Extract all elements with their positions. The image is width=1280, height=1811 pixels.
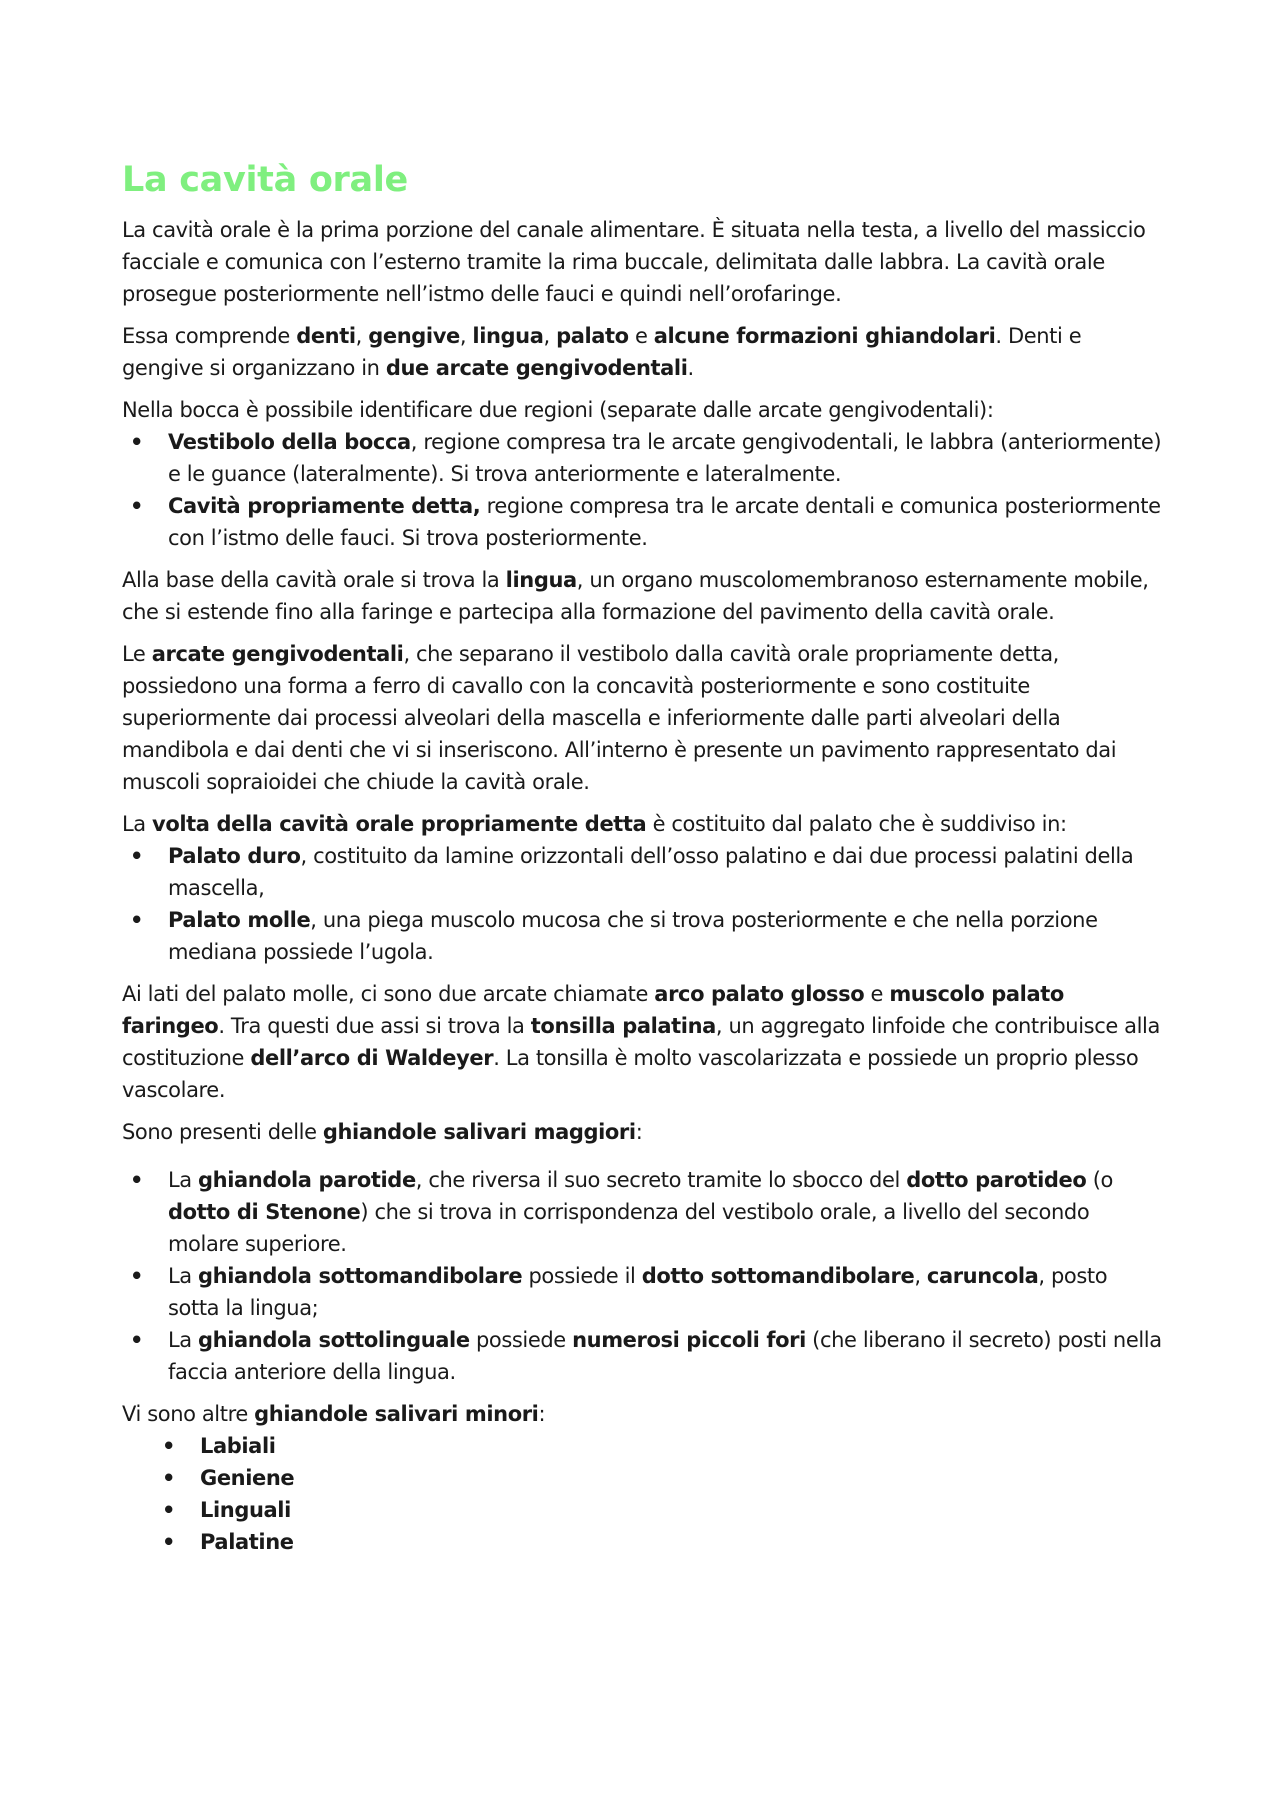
bold-term: denti [296,324,356,348]
bold-term: dell’arco di Waldeyer [250,1046,494,1070]
list-item [122,904,1162,968]
list-item [122,1462,1162,1494]
text-run: , che riversa il suo secreto tramite lo sbocco del [415,1168,907,1192]
text-run: , costituito da lamine orizzontali dell’osso palatino e dai due processi palatini della mascella, [168,844,1134,900]
text-run: La cavità orale è la prima porzione del canale alimentare. È situata nella testa, a livello del massiccio facciale e comunica con l’esterno tramite la rima buccale, delimitata dalle labbra. La cavità orale prosegue posteriormente nell’istmo delle fauci e quindi nell’orofaringe. [122,218,1146,306]
text-run: , un organo muscolomembranoso esternamente mobile, che si estende fino alla faringe e partecipa alla formazione del pavimento della cavità orale. [122,568,1149,624]
text-run: : [635,1120,643,1144]
text-run: , che separano il vestibolo dalla cavità orale propriamente detta, possiedono una forma a ferro di cavallo con la concavità posteriormente e sono costituite superiormente dai processi alveolari della mascella e inferiormente dalle parti alveolari della mandibola e dai denti che vi si inseriscono. All’interno è presente un pavimento rappresentato dai muscoli sopraioidei che chiude la cavità orale. [122,642,1117,794]
text-run: (o [1086,1168,1113,1192]
text-run: regione compresa tra le arcate dentali e comunica posteriormente con l’istmo delle fauci. Si trova posteriormente. [168,494,1161,550]
tongue-paragraph [122,564,1162,628]
list-item [122,1260,1162,1324]
list-item [122,1494,1162,1526]
bold-term: Labiali [200,1434,276,1458]
text-run: La [168,1168,199,1192]
bold-term: due arcate gengivodentali [385,356,688,380]
text-run: Sono presenti delle [122,1120,323,1144]
text-run: . Tra questi due assi si trova la [218,1014,531,1038]
text-run: . [687,356,694,380]
bold-term: dotto parotideo [906,1168,1087,1192]
list-item [122,1526,1162,1558]
bold-term: muscolo palato faringeo [122,982,1064,1038]
text-run: , [355,324,369,348]
text-run: , [543,324,557,348]
major-glands-intro-paragraph [122,1116,1162,1148]
bold-term: lingua [505,568,577,592]
text-run: possiede [469,1328,573,1352]
list-item [122,840,1162,904]
text-run: Alla base della cavità orale si trova la [122,568,506,592]
palate-list [122,840,1162,968]
list-item [122,1164,1162,1260]
bold-term: palato [556,324,629,348]
list-item [122,490,1162,554]
bold-term: caruncola [926,1264,1039,1288]
text-run: e [864,982,890,1006]
regions-list [122,426,1162,554]
bold-term: ghiandole salivari minori [254,1402,539,1426]
text-run: La [168,1328,199,1352]
bold-term: ghiandola parotide [198,1168,416,1192]
bold-term: volta della cavità orale propriamente detta [152,812,647,836]
text-run: (che liberano il secreto) posti nella faccia anteriore della lingua. [168,1328,1162,1384]
text-run: è costituito dal palato che è suddiviso in: [646,812,1067,836]
text-run: Essa comprende [122,324,297,348]
bold-term: tonsilla palatina [530,1014,716,1038]
text-run: Le [122,642,152,666]
text-run: possiede il [522,1264,642,1288]
list-item [122,1324,1162,1388]
list-item [122,1430,1162,1462]
text-run: , un aggregato linfoide che contribuisce alla costituzione [122,1014,1160,1070]
bold-term: arco palato glosso [654,982,865,1006]
text-run: ) che si trova in corrispondenza del vestibolo orale, a livello del secondo molare superiore. [168,1200,1090,1256]
text-run: La [122,812,153,836]
text-run: , [914,1264,927,1288]
minor-glands-list [122,1430,1162,1558]
bold-term: numerosi piccoli fori [572,1328,806,1352]
regions-intro-paragraph [122,394,1162,426]
text-run: La [168,1264,199,1288]
text-run: , posto sotta la lingua; [168,1264,1108,1320]
bold-term: gengive [368,324,460,348]
major-glands-list [122,1164,1162,1388]
palate-intro-paragraph [122,808,1162,840]
minor-glands-intro-paragraph [122,1398,1162,1430]
text-run: , regione compresa tra le arcate gengivodentali, le labbra (anteriormente) e le guance (lateralmente). Si trova anteriormente e lateralmente. [168,430,1162,486]
document-page [122,158,1162,1568]
bold-term: Palatine [200,1530,294,1554]
bold-term: Linguali [200,1498,291,1522]
bold-term: dotto di Stenone [168,1200,361,1224]
bold-term: arcate gengivodentali [151,642,404,666]
bold-term: alcune formazioni ghiandolari [653,324,996,348]
page-title: La cavità orale [122,160,408,200]
text-run: . Denti e gengive si organizzano in [122,324,1082,380]
bold-term: Palato molle [168,908,311,932]
bold-term: ghiandole salivari maggiori [322,1120,636,1144]
bold-term: dotto sottomandibolare [641,1264,915,1288]
list-item [122,426,1162,490]
bold-term: Palato duro [168,844,301,868]
bold-term: lingua [472,324,544,348]
text-run: , una piega muscolo mucosa che si trova posteriormente e che nella porzione mediana possiede l’ugola. [168,908,1098,964]
bold-term: Cavità propriamente detta, [168,494,481,518]
tonsil-paragraph [122,978,1162,1106]
text-run: , [459,324,473,348]
text-run: Nella bocca è possibile identificare due regioni (separate dalle arcate gengivodentali): [122,398,994,422]
bold-term: ghiandola sottomandibolare [198,1264,523,1288]
text-run: e [628,324,654,348]
bold-term: Geniene [200,1466,295,1490]
text-run: . La tonsilla è molto vascolarizzata e possiede un proprio plesso vascolare. [122,1046,1139,1102]
text-run: Ai lati del palato molle, ci sono due arcate chiamate [122,982,655,1006]
intro-paragraph [122,214,1162,310]
dental-arches-paragraph [122,638,1162,798]
text-run: Vi sono altre [122,1402,255,1426]
text-run: : [538,1402,546,1426]
bold-term: ghiandola sottolinguale [198,1328,470,1352]
bold-term: Vestibolo della bocca [168,430,411,454]
contents-paragraph [122,320,1162,384]
